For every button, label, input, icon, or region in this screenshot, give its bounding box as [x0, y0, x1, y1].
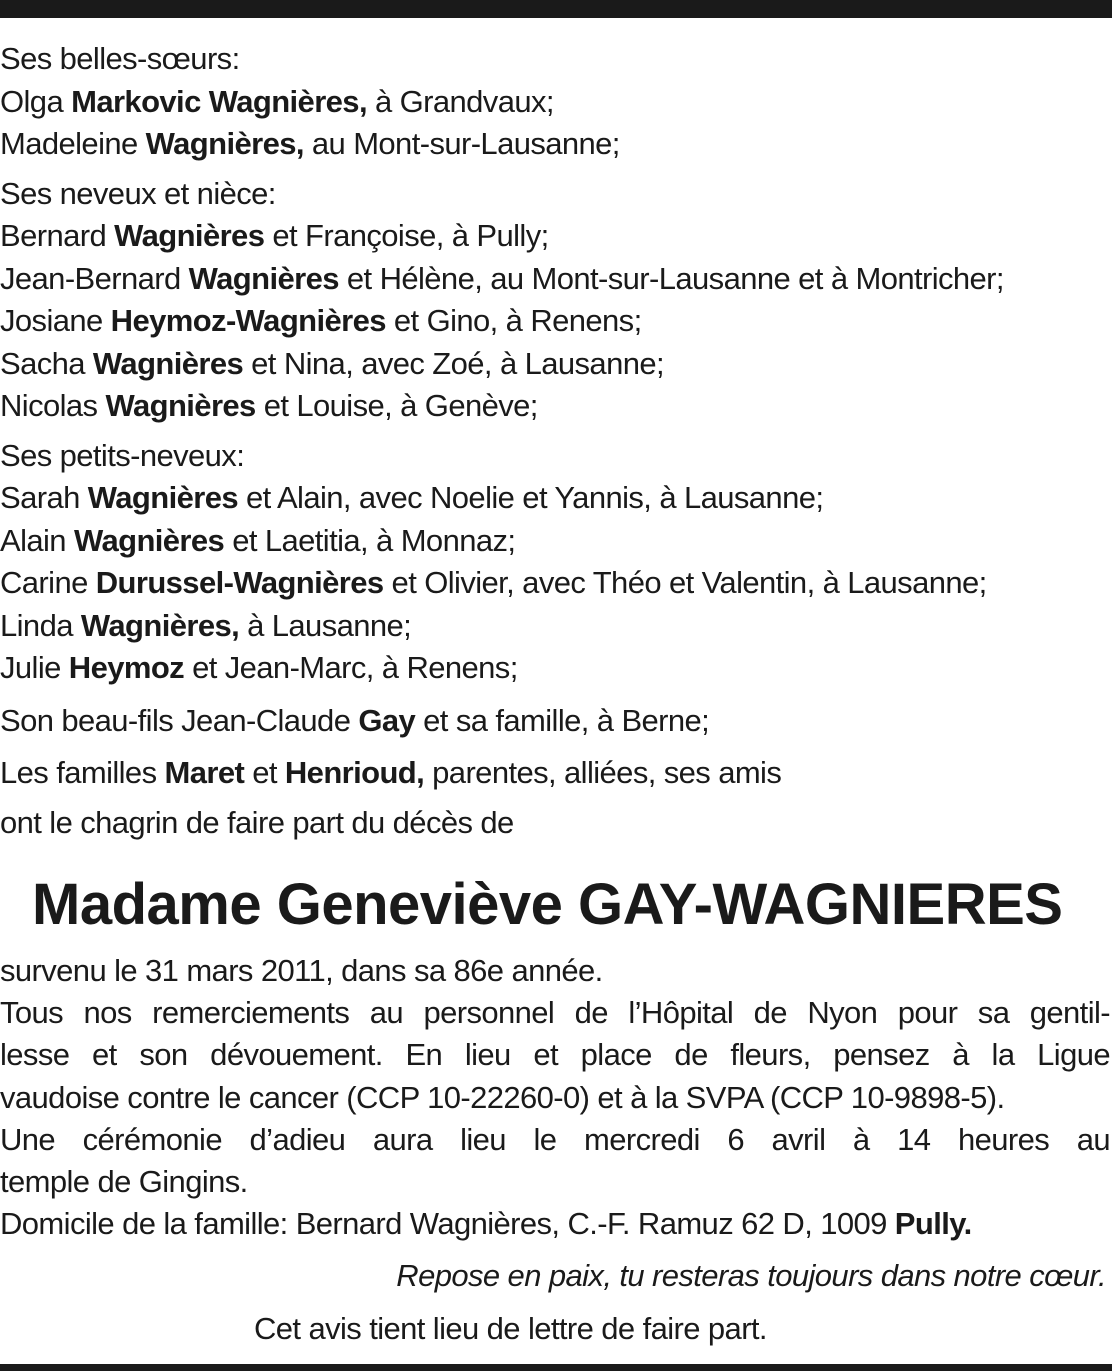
announcement-line: ont le chagrin de faire part du décès de	[0, 804, 514, 840]
family-entry: Jean-Bernard Wagnières et Hélène, au Mont-sur-Lausanne et à Montricher;	[0, 260, 1004, 296]
thanks-line: lesse et son dévouement. En lieu et place de fleurs, pensez à la Ligue	[0, 1037, 1110, 1073]
family-entry: Bernard Wagnières et Françoise, à Pully;	[0, 218, 549, 253]
epitaph: Repose en paix, tu resteras toujours dans notre cœur.	[396, 1258, 1106, 1294]
top-rule	[0, 0, 1112, 18]
obituary-notice	[0, 38, 1110, 1350]
bottom-rule	[0, 1364, 1112, 1371]
thanks-line: vaudoise contre le cancer (CCP 10-22260-0) et à la SVPA (CCP 10-9898-5).	[0, 1079, 1005, 1115]
family-entry: Josiane Heymoz-Wagnières et Gino, à Renens;	[0, 303, 642, 338]
notice-body	[0, 950, 1110, 1245]
ceremony-line: temple de Gingins.	[0, 1164, 248, 1200]
family-entry: Nicolas Wagnières et Louise, à Genève;	[0, 388, 538, 423]
death-date-line: survenu le 31 mars 2011, dans sa 86e année.	[0, 953, 603, 988]
family-entry: Linda Wagnières, à Lausanne;	[0, 607, 412, 643]
sisters-in-law-heading: Ses belles-sœurs:	[0, 41, 240, 76]
thanks-line: Tous nos remerciements au personnel de l’Hôpital de Nyon pour sa gentil-	[0, 995, 1110, 1031]
domicile-line: Domicile de la famille: Bernard Wagnières, C.-F. Ramuz 62 D, 1009 Pully.	[0, 1206, 972, 1242]
family-entry: Alain Wagnières et Laetitia, à Monnaz;	[0, 522, 516, 558]
family-entry: Sarah Wagnières et Alain, avec Noelie et Yannis, à Lausanne;	[0, 480, 824, 515]
family-entry: Julie Heymoz et Jean-Marc, à Renens;	[0, 650, 518, 685]
stepson-entry: Son beau-fils Jean-Claude Gay et sa famille, à Berne;	[0, 702, 710, 738]
closing-note: Cet avis tient lieu de lettre de faire part.	[254, 1310, 767, 1346]
ceremony-line: Une cérémonie d’adieu aura lieu le mercredi 6 avril à 14 heures au	[0, 1121, 1110, 1157]
deceased-name: Madame Geneviève GAY-WAGNIERES	[32, 872, 1063, 937]
grand-nephews-heading: Ses petits-neveux:	[0, 437, 245, 473]
family-entry: Carine Durussel-Wagnières et Olivier, avec Théo et Valentin, à Lausanne;	[0, 565, 987, 600]
nephews-heading: Ses neveux et nièce:	[0, 175, 276, 211]
families-entry: Les familles Maret et Henrioud, parentes, alliées, ses amis	[0, 755, 782, 790]
family-entry: Madeleine Wagnières, au Mont-sur-Lausanne;	[0, 126, 620, 161]
family-entry: Sacha Wagnières et Nina, avec Zoé, à Lausanne;	[0, 345, 665, 381]
family-entry: Olga Markovic Wagnières, à Grandvaux;	[0, 83, 554, 119]
